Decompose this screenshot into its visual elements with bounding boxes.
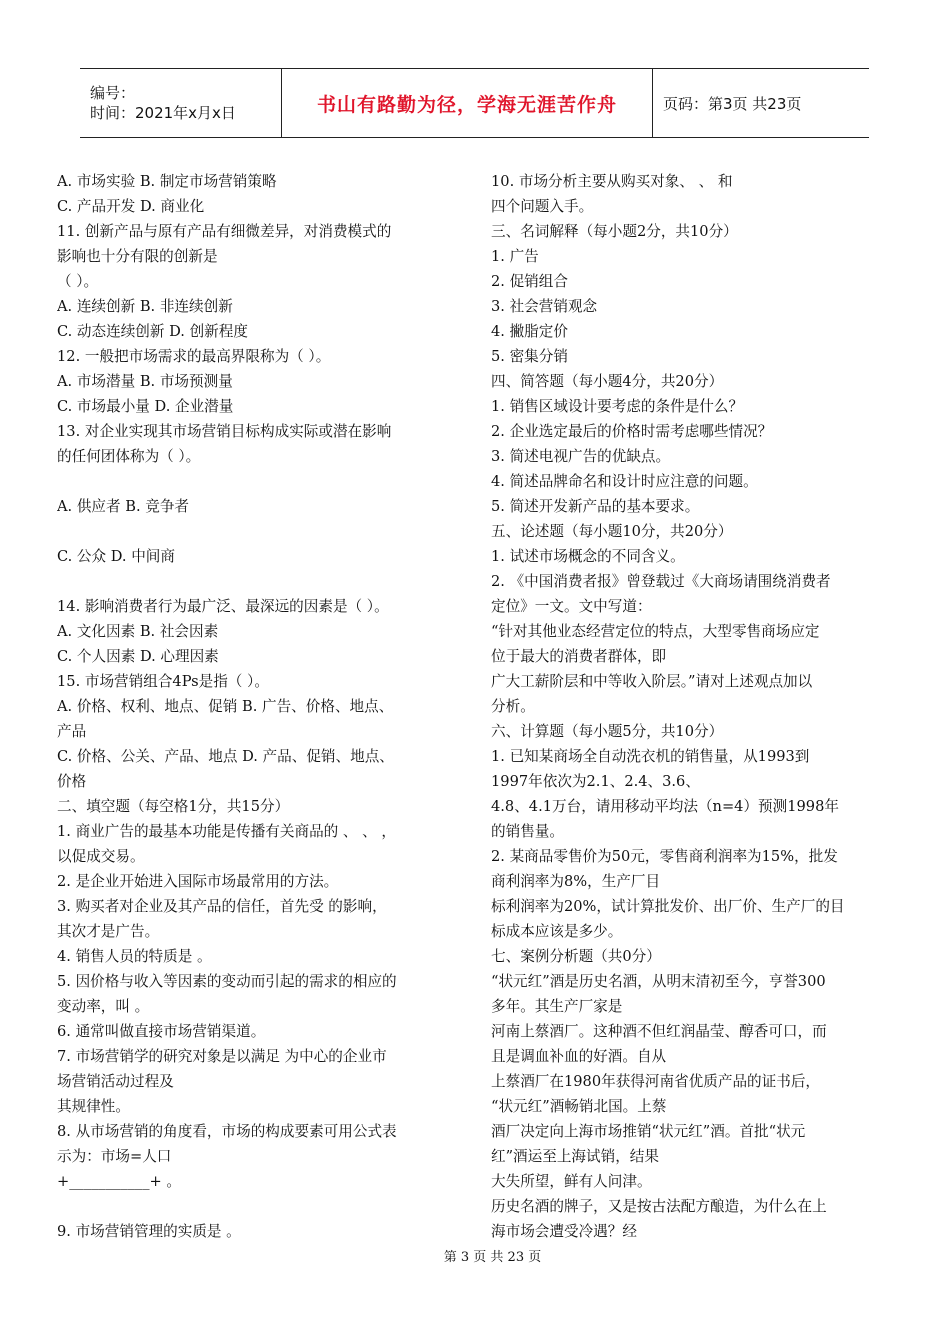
text-line: 四、简答题（每小题4分，共20分） [491,373,724,390]
page-footer: 第 3 页 共 23 页 [443,1250,542,1265]
text-line: 11. 创新产品与原有产品有细微差异，对消费模式的 [57,223,392,240]
text-line: 上蔡酒厂在1980年获得河南省优质产品的证书后， [491,1073,821,1090]
text-line: 1. 广告 [491,248,539,265]
text-line: A. 市场潜量 B. 市场预测量 [57,373,233,390]
text-line: 2. 某商品零售价为50元，零售商利润率为15%，批发 [491,848,838,865]
right-column [491,169,893,1244]
text-line: 示为：市场=人口 [57,1148,172,1165]
text-line: 历史名酒的牌子，又是按古法配方酿造，为什么在上 [491,1198,827,1215]
text-line: A. 价格、权利、地点、促销 B. 广告、价格、地点、 [57,698,394,715]
text-line: 海市场会遭受冷遇？经 [491,1223,637,1240]
header-info-cell [80,69,282,137]
text-line: 五、论述题（每小题10分，共20分） [491,523,733,540]
text-line: 2. 企业选定最后的价格时需考虑哪些情况？ [491,423,773,440]
text-line: 且是调血补血的好酒。自从 [491,1048,667,1065]
text-line: 其规律性。 [57,1098,130,1115]
text-line: 4. 撇脂定价 [491,323,568,340]
text-line: 2. 《中国消费者报》曾登载过《大商场请围绕消费者 [491,573,831,590]
text-line: 价格 [57,773,87,790]
doc-code-label: 编号： [90,84,136,102]
header-motto-cell [282,69,653,137]
text-line: “状元红”酒畅销北国。上蔡 [491,1098,667,1115]
text-line: 影响也十分有限的创新是 [57,248,218,265]
text-line: 5. 因价格与收入等因素的变动而引起的需求的相应的 [57,973,397,990]
text-line: 3. 购买者对企业及其产品的信任，首先受 的影响， [57,898,387,915]
text-line: 4. 简述品牌命名和设计时应注意的问题。 [491,473,758,490]
text-line: C. 动态连续创新 D. 创新程度 [57,323,248,340]
text-line: 四个问题入手。 [491,198,594,215]
text-line: 位于最大的消费者群体，即 [491,648,667,665]
text-line: C. 价格、公关、产品、地点 D. 产品、促销、地点、 [57,748,394,765]
text-line: 大失所望，鲜有人问津。 [491,1173,652,1190]
text-line: 7. 市场营销学的研究对象是以满足 为中心的企业市 [57,1048,387,1065]
motto-text: 书山有路勤为径，学海无涯苦作舟 [316,93,617,116]
text-line: 3. 简述电视广告的优缺点。 [491,448,671,465]
text-line: 河南上蔡酒厂。这种酒不但红润晶莹、醇香可口，而 [491,1023,827,1040]
text-line: 12. 一般把市场需求的最高界限称为（ ）。 [57,348,331,365]
text-line [57,1194,460,1219]
text-line: 分析。 [491,698,535,715]
text-line: 标成本应该是多少。 [491,923,623,940]
text-line: 1997年依次为2.1、2.4、3.6、 [491,773,700,790]
text-line: +___________+ 。 [57,1173,181,1190]
text-line: 6. 通常叫做直接市场营销渠道。 [57,1023,266,1040]
text-line: 广大工薪阶层和中等收入阶层。”请对上述观点加以 [491,673,813,690]
text-line: 4. 销售人员的特质是 。 [57,948,212,965]
header-table [80,68,869,138]
text-line: 六、计算题（每小题5分，共10分） [491,723,724,740]
text-line: 1. 已知某商场全自动洗衣机的销售量，从1993到 [491,748,810,765]
text-line: 1. 销售区域设计要考虑的条件是什么？ [491,398,744,415]
text-line [57,469,460,494]
text-line: 9. 市场营销管理的实质是 。 [57,1223,241,1240]
text-line: A. 市场实验 B. 制定市场营销策略 [57,173,277,190]
text-line: 14. 影响消费者行为最广泛、最深远的因素是（ ）。 [57,598,389,615]
text-line: 变动率，叫 。 [57,998,150,1015]
text-line: C. 公众 D. 中间商 [57,548,175,565]
text-line: 三、名词解释（每小题2分，共10分） [491,223,738,240]
text-line: C. 产品开发 D. 商业化 [57,198,205,215]
text-line: “状元红”酒是历史名酒，从明末清初至今，亨誉300 [491,973,826,990]
text-line: 以促成交易。 [57,848,145,865]
text-line: 其次才是广告。 [57,923,160,940]
text-line: 15. 市场营销组合4Ps是指（ ）。 [57,673,269,690]
text-line: 10. 市场分析主要从购买对象、 、 和 [491,173,733,190]
text-line: 1. 商业广告的最基本功能是传播有关商品的 、 、 ， [57,823,396,840]
doc-date-label: 时间：2021年x月x日 [90,104,236,122]
text-line: （ ）。 [57,273,99,290]
text-line: 8. 从市场营销的角度看，市场的构成要素可用公式表 [57,1123,397,1140]
text-line: 4.8、4.1万台，请用移动平均法（n=4）预测1998年 [491,798,839,815]
text-line: “针对其他业态经营定位的特点，大型零售商场应定 [491,623,820,640]
text-line: C. 市场最小量 D. 企业潜量 [57,398,234,415]
text-line: 标利润率为20%，试计算批发价、出厂价、生产厂的目 [491,898,845,915]
text-line: 2. 促销组合 [491,273,568,290]
text-line: 产品 [57,723,87,740]
text-line: 的销售量。 [491,823,564,840]
text-line: 3. 社会营销观念 [491,298,598,315]
text-line: 1. 试述市场概念的不同含义。 [491,548,685,565]
text-line: 红”酒运至上海试销，结果 [491,1148,659,1165]
text-line: 定位》一文。文中写道： [491,598,652,615]
text-line: C. 个人因素 D. 心理因素 [57,648,219,665]
header-page-cell [653,69,869,137]
text-line: 二、填空题（每空格1分，共15分） [57,798,290,815]
text-line: 的任何团体称为（ ）。 [57,448,201,465]
text-line: 2. 是企业开始进入国际市场最常用的方法。 [57,873,339,890]
text-line: 商利润率为8%，生产厂目 [491,873,661,890]
text-line [57,569,460,594]
text-line: 场营销活动过程及 [57,1073,174,1090]
text-line: A. 文化因素 B. 社会因素 [57,623,219,640]
text-line [57,519,460,544]
text-line: A. 供应者 B. 竞争者 [57,498,190,515]
text-line: A. 连续创新 B. 非连续创新 [57,298,233,315]
text-line: 多年。其生产厂家是 [491,998,623,1015]
text-line: 酒厂决定向上海市场推销“状元红”酒。首批“状元 [491,1123,806,1140]
left-column [57,169,460,1244]
page-number-label: 页码：第3页 共23页 [663,94,802,113]
text-line: 七、案例分析题（共0分） [491,948,661,965]
text-line: 5. 密集分销 [491,348,568,365]
text-line: 13. 对企业实现其市场营销目标构成实际或潜在影响 [57,423,392,440]
text-line: 5. 简述开发新产品的基本要求。 [491,498,700,515]
